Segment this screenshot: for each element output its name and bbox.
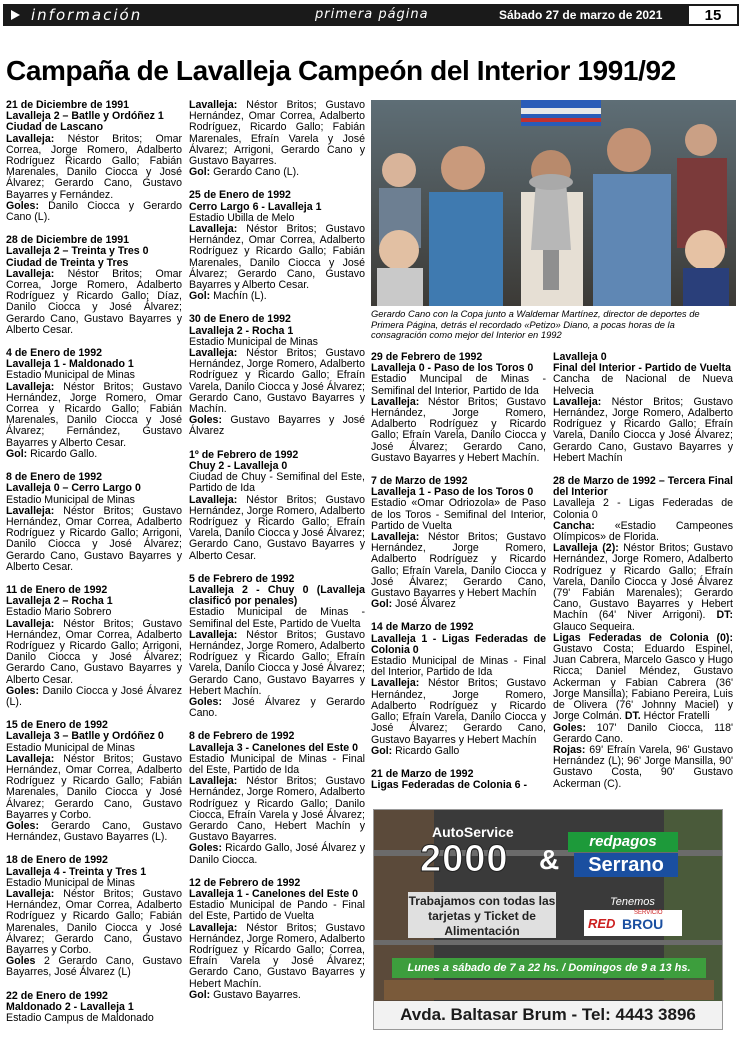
goals-label: Goles:: [189, 695, 222, 708]
match-date: 11 de Enero de 1992: [6, 583, 108, 596]
match-venue: Estadio Municipal de Minas - Final del Este, Partido de Ida: [189, 752, 365, 776]
photo-illustration: [371, 100, 736, 306]
lineup-text: Néstor Britos; Gustavo Hernández, Omar Correa, Adalberto Rodríguez y Ricardo Gallo; Fabián Marenales, Danilo Ciocca y José Álvarez; Gerardo Cano, Gustavo Bayarres y Alberto Cesar.: [189, 223, 365, 292]
match-result: Lavalleja 1 - Paso de los Toros 0: [371, 486, 534, 499]
final-dt1-label: DT:: [716, 609, 734, 622]
match-venue: Lavalleja 2 - Ligas Federadas de Colonia 0: [553, 497, 733, 521]
ad-brand-number: 2000: [420, 838, 509, 880]
publication-name: primera página: [315, 7, 429, 22]
lineup-label: Lavalleja:: [189, 775, 238, 788]
goals-text: José Álvarez: [392, 598, 456, 611]
ad-ampersand: &: [539, 844, 560, 875]
final-dt2-label: DT.: [624, 710, 641, 723]
ad-brand-autoservice: AutoService: [432, 824, 514, 840]
match-entry: [6, 855, 182, 978]
match-goals: [189, 167, 365, 178]
ad-opening-hours: Lunes a sábado de 7 a 22 hs. / Domingos de 9 a 13 hs.: [392, 958, 706, 978]
lineup-text: Néstor Britos; Gustavo Hernández, Jorge Romero, Adalberto Rodríguez y Ricardo Gallo; Efraín Varela, Danilo Ciocca y José Álvarez; Gerardo Cano, Gustavo Bayarres y Alberto Cesar.: [189, 493, 365, 562]
match-entry: [553, 476, 733, 543]
column-2: [189, 100, 365, 1013]
lineup-label: Lavalleja:: [189, 493, 238, 506]
match-lineup: [6, 619, 182, 686]
match-venue: Estadio «Omar Odriozola» de Paso de los Toros - Semifinal del Interior, Partido de Vuelta: [371, 497, 546, 532]
page-header: [3, 4, 739, 26]
goals-text: Ricardo Gallo: [392, 744, 460, 757]
goals-label: Goles:: [189, 842, 222, 855]
lineup-text: Néstor Britos; Gustavo Hernández, Jorge Romero, Adalberto Rodríguez y Ricardo Gallo; Efraín Varela, Danilo Ciocca y José Álvarez; Gerardo Cano, Gustavo Bayarres y Hebert Machín: [553, 395, 733, 464]
match-entry: [189, 100, 365, 178]
goals-label: Gol:: [371, 744, 393, 757]
goals-label: Goles:: [6, 819, 39, 832]
goals-label: Gol:: [6, 447, 28, 460]
match-lineup: [6, 889, 182, 956]
match-entry: [371, 622, 546, 756]
lineup-text: Néstor Britos; Omar Correa, Jorge Romero, Adalberto Rodríguez y Ricardo Gallo; Díaz, Danilo Ciocca y José Álvarez; Gerardo Cano, Gustavo Bayarres y Alberto Cesar.: [6, 267, 182, 336]
goals-text: Ricardo Gallo.: [27, 447, 98, 460]
lineup-label: Lavalleja:: [189, 921, 238, 934]
lineup-text: Néstor Britos; Gustavo Hernández, Omar Correa, Adalberto Rodríguez, Ricardo Gallo; Fabián Marenales, Efraín Varela y José Álvarez; Arrigoni, Gerardo Cano y Gustavo Bayarres.: [189, 99, 365, 168]
match-lineup: [189, 630, 365, 697]
match-entry: [189, 574, 365, 720]
match-result: Cerro Largo 6 - Lavalleja 1: [189, 200, 322, 213]
match-lineup: [553, 521, 733, 543]
lineup-label: Lavalleja:: [6, 132, 55, 145]
lineup-text: Néstor Britos; Gustavo Hernández, Jorge Romero, Adalberto Rodríguez y Ricardo Gallo; Efraín Varela, Danilo Ciocca y José Álvarez; Gerardo Cano, Gustavo Bayarres y Machín.: [189, 347, 365, 416]
lineup-label: Lavalleja:: [189, 628, 238, 641]
match-lineup: [189, 495, 365, 562]
match-round: Final del Interior - Partido de Vuelta: [553, 362, 731, 375]
lineup-text: Néstor Britos; Gustavo Hernández, Jorge Romero, Adalberto Rodríguez y Ricardo Gallo; Efraín Varela, Danilo Ciocca y José Álvarez; Gerardo Cano, Gustavo Bayarres y Hebert Machín: [371, 677, 546, 746]
match-entry: [6, 235, 182, 336]
match-venue: Cancha de Nacional de Nueva Helvecia: [553, 373, 733, 397]
match-entry: [189, 314, 365, 437]
match-lineup: [6, 269, 182, 336]
match-venue: Estadio Municipal de Minas - Semifinal del Este, Partido de Vuelta: [189, 606, 365, 630]
goals-text: Gerardo Cano, Gustavo Hernández, Gustavo Bayarres (L).: [6, 819, 182, 844]
lineup-label: Cancha:: [553, 519, 595, 532]
match-round: Ciudad de Lascano: [6, 121, 104, 134]
column-4: [553, 352, 733, 790]
lineup-label: Lavalleja:: [6, 267, 55, 280]
match-goals: [6, 686, 182, 708]
match-result: Lavalleja 2 – Treinta y Tres 0: [6, 245, 149, 258]
goals-label: Gol:: [189, 988, 211, 1001]
match-lineup: [6, 506, 182, 573]
final-goals-label: Goles:: [553, 721, 586, 734]
lineup-text: Néstor Britos; Gustavo Hernández, Omar Correa, Adalberto Rodríguez y Ricardo Gallo; Fabián Marenales, Danilo Ciocca y José Álvarez; Gerardo Cano, Gustavo Bayarres y Corbo.: [6, 888, 182, 957]
lineup-text: Néstor Britos; Gustavo Hernández, Omar Correa, Adalberto Rodríguez y Ricardo Gallo; Arrigoni, Danilo Ciocca y José Álvarez; Gerardo Cano, Gustavo Bayarres y Alberto Cesar.: [6, 617, 182, 686]
match-goals: [6, 956, 182, 978]
goals-label: Goles:: [189, 414, 222, 427]
match-venue: Estadio Ubilla de Melo: [189, 211, 295, 224]
match-date: 1º de Febrero de 1992: [189, 448, 299, 461]
match-lineup: [189, 923, 365, 990]
match-date: 12 de Febrero de 1992: [189, 876, 301, 889]
section-name: información: [31, 6, 143, 24]
column-3: [371, 352, 546, 803]
ad-serrano-label: Serrano: [574, 853, 678, 877]
match-venue: Estadio Muncipal de Minas - Semifinal del Interior, Partido de Ida: [371, 373, 546, 397]
lineup-label: Lavalleja:: [371, 395, 420, 408]
goals-text: Danilo Ciocca y José Álvarez (L).: [6, 684, 182, 708]
match-venue: Estadio Mario Sobrero: [6, 606, 112, 619]
match-result: Lavalleja 2 - Chuy 0 (Lavalleja clasificó por penales): [189, 583, 365, 608]
lineup-label: Lavalleja:: [6, 617, 55, 630]
goals-label: Gol:: [189, 166, 211, 179]
ad-brou-service: SERVICIO: [634, 910, 663, 916]
match-goals: [189, 843, 365, 865]
match-result: Lavalleja 4 - Treinta y Tres 1: [6, 865, 147, 878]
match-lineup: [6, 382, 182, 449]
lineup-label: Lavalleja:: [6, 888, 55, 900]
final-lavalleja-lineup: [553, 543, 733, 633]
match-result: Lavalleja 0 – Cerro Largo 0: [6, 482, 141, 495]
goals-label: Gol:: [371, 598, 393, 611]
final-dt2-text: Héctor Fratelli: [640, 710, 710, 723]
final-goals-text: 107' Danilo Ciocca, 118' Gerardo Cano.: [553, 721, 733, 745]
match-goals: [6, 821, 182, 843]
match-goals: [189, 291, 365, 302]
column-1: [6, 100, 182, 1036]
lineup-label: Lavalleja:: [6, 504, 55, 517]
match-venue: Ciudad de Chuy - Semifinal del Este, Partido de Ida: [189, 471, 365, 495]
match-venue: Estadio Municipal de Minas: [6, 493, 135, 506]
final-red-cards: [553, 745, 733, 790]
match-goals: [189, 990, 365, 1001]
ad-address-phone: Avda. Baltasar Brum - Tel: 4443 3896: [374, 1001, 722, 1029]
match-date: 21 de Marzo de 1992: [371, 767, 474, 780]
final-colonia-lineup-text: Gustavo Costa; Eduardo Espinel, Juan Cabrera, Marcelo Gasco y Hugo Ricca; Daniel Méndez, Gustavo Ackerman y Fabian Cabrera (36' Jorge Mansilla); Fabiano Pereira, Luis de Olivera (76' Johnny Maciel) y Jorge Colmán.: [553, 643, 733, 723]
goals-text: Gustavo Bayarres y José Álvarez: [189, 414, 365, 438]
match-goals: [371, 746, 546, 757]
goals-text: Gerardo Cano (L).: [210, 166, 300, 179]
lineup-text: Néstor Britos; Gustavo Hernández, Jorge Romero, Adalberto Rodríguez y Ricardo Gallo; Danilo Ciocca, Efraín Varela y José Álvarez; Gerardo Cano, Hebert Machín y Gustavo Bayarres.: [189, 775, 365, 844]
match-lineup: [189, 224, 365, 291]
match-entry: [371, 769, 546, 791]
lineup-label: Lavalleja:: [553, 395, 602, 408]
final-match-details: [553, 543, 733, 789]
final-lavalleja-lineup-text: Néstor Britos; Gustavo Hernández, Jorge Romero, Adalberto Rodríguez y Ricardo Gallo; Efraín Varela, Danilo Ciocca y José Álvarez (79' Fabián Marenales); Gerardo Cano, Gustavo Bayarres y Hebert Machín (64' Niver Arrigoni).: [553, 542, 733, 622]
lineup-label: Lavalleja:: [371, 677, 420, 690]
match-venue: Estadio Municipal de Minas - Final del Interior, Partido de Ida: [371, 655, 546, 679]
issue-date: Sábado 27 de marzo de 2021: [499, 8, 663, 22]
match-date: 30 de Enero de 1992: [189, 313, 291, 326]
match-result: Lavalleja 3 – Batlle y Ordóñez 0: [6, 730, 164, 743]
match-entry: [189, 190, 365, 302]
match-round: Ciudad de Treinta y Tres: [6, 256, 129, 269]
match-entry: [6, 348, 182, 460]
goals-text: José Álvarez y Gerardo Cano.: [189, 695, 365, 720]
lineup-text: Néstor Britos; Omar Correa, Jorge Romero, Adalberto Rodríguez Ricardo Gallo; Fabián Marenales, Danilo Ciocca y José Álvarez; Gerardo Cano, Gustavo Bayarres y Fernández.: [6, 132, 182, 201]
ad-brou-red: RED: [588, 916, 616, 931]
ad-redpagos-logo: redpagos: [568, 832, 678, 852]
match-venue: Estadio Municipal de Minas: [6, 876, 135, 889]
match-entry: [189, 731, 365, 865]
match-lineup: [6, 134, 182, 201]
match-result: Lavalleja 3 - Canelones del Este 0: [189, 741, 358, 754]
goals-text: Ricardo Gallo, José Álvarez y Danilo Ciocca.: [189, 842, 365, 866]
match-date: 8 de Enero de 1992: [6, 471, 102, 484]
match-goals: [6, 201, 182, 223]
match-lineup: [189, 348, 365, 415]
lineup-label: Lavalleja:: [189, 99, 238, 111]
goals-text: 2 Gerardo Cano, Gustavo Bayarres, José Álvarez (L): [6, 955, 182, 979]
match-venue: Estadio Municipal de Minas: [6, 369, 135, 382]
match-date: 28 de Marzo de 1992 – Tercera Final del Interior: [553, 475, 733, 499]
goals-label: Goles:: [6, 684, 39, 697]
match-goals: [6, 449, 182, 460]
match-date: 25 de Enero de 1992: [189, 189, 291, 202]
lineup-label: Lavalleja:: [189, 223, 238, 236]
lineup-text: Néstor Britos; Gustavo Hernández, Jorge Romero, Adalberto Rodríguez y Ricardo Gallo; Efraín Varela, Danilo Ciocca y José Álvarez; Gerardo Cano, Gustavo Bayarres y Hebert Machín.: [371, 395, 546, 464]
goals-label: Gol:: [189, 290, 211, 303]
match-entry: [6, 720, 182, 843]
match-date: 15 de Enero de 1992: [6, 719, 108, 732]
match-date: 21 de Diciembre de 1991: [6, 99, 130, 111]
page-number: 15: [687, 4, 739, 26]
match-goals: [189, 415, 365, 437]
match-date: 4 de Enero de 1992: [6, 347, 102, 360]
match-result: Ligas Federadas de Colonia 6 -: [371, 779, 528, 792]
match-entry: [371, 476, 546, 610]
goals-text: Gustavo Bayarres.: [210, 988, 301, 1001]
match-date: 28 de Diciembre de 1991: [6, 234, 130, 247]
final-dt1-text: Glauco Sequeira.: [553, 620, 635, 633]
match-date: 7 de Marzo de 1992: [371, 475, 468, 488]
match-venue: Estadio Municipal de Minas: [189, 335, 318, 348]
match-entry: [553, 352, 733, 464]
match-lineup: [371, 532, 546, 599]
ad-brou-name: BROU: [622, 916, 664, 932]
final-colonia-lineup-label: Ligas Federadas de Colonia (0):: [553, 631, 733, 644]
match-entry: [189, 450, 365, 562]
article-title: Campaña de Lavalleja Campeón del Interior 1991/92: [6, 55, 676, 86]
match-goals: [189, 697, 365, 719]
ad-promo-text: Trabajamos con todas las tarjetas y Ticket de Alimentación: [408, 894, 556, 938]
match-lineup: [553, 397, 733, 464]
lineup-text: «Estadio Campeones Olímpicos» de Florida.: [553, 519, 733, 544]
match-result: Lavalleja 0: [553, 351, 607, 363]
match-venue: Estadio Municipal de Pando - Final del Este, Partido de Vuelta: [189, 899, 365, 923]
match-entry: [6, 585, 182, 708]
advertisement[interactable]: [373, 809, 723, 1030]
match-lineup: [371, 397, 546, 464]
final-red-cards-label: Rojas:: [553, 743, 586, 756]
match-result: Lavalleja 2 – Rocha 1: [6, 595, 113, 608]
match-result: Lavalleja 2 – Batlle y Ordóñez 1: [6, 110, 164, 123]
lineup-text: Néstor Britos; Gustavo Hernández, Jorge Romero, Adalberto Rodríguez y Ricardo Gallo; Efraín Varela, Danilo Ciocca y José Álvarez; Gerardo Cano, Gustavo Bayarres y Hebert Machín.: [189, 628, 365, 697]
lineup-text: Néstor Britos; Gustavo Hernández, Omar Correa, Adalberto Rodríguez y Ricardo Gallo; Arrigoni, Danilo Ciocca y José Álvarez; Gerardo Cano, Gustavo Bayarres y Alberto Cesar.: [6, 504, 182, 573]
goals-label: Goles: [6, 955, 36, 968]
lineup-label: Lavalleja:: [189, 347, 238, 360]
ad-tenemos-label: Tenemos: [610, 896, 655, 908]
final-lavalleja-lineup-label: Lavalleja (2):: [553, 542, 619, 555]
goals-text: Machín (L).: [210, 290, 267, 303]
match-goals: [371, 599, 546, 610]
lineup-text: Néstor Britos; Gustavo Hernández, Jorge Romero, Omar Correa y Ricardo Gallo; Fabián Marenales, Danilo Ciocca y José Álvarez; Fernández, Gustavo Bayarres y Alberto Cesar.: [6, 380, 182, 449]
team-photo: [371, 100, 736, 306]
match-date: 29 de Febrero de 1992: [371, 351, 483, 363]
match-entry: [6, 472, 182, 573]
match-result: Lavalleja 1 - Canelones del Este 0: [189, 888, 358, 900]
section-arrow-icon: [11, 10, 20, 20]
match-lineup: [189, 100, 365, 167]
match-date: 5 de Febrero de 1992: [189, 572, 295, 585]
match-lineup: [189, 776, 365, 843]
match-result: Chuy 2 - Lavalleja 0: [189, 459, 288, 472]
match-entry: [371, 352, 546, 464]
lineup-label: Lavalleja:: [371, 531, 420, 544]
match-venue: Estadio Municipal de Minas: [6, 741, 135, 754]
lineup-label: Lavalleja:: [6, 752, 55, 765]
match-entry: [6, 991, 182, 1025]
match-date: 14 de Marzo de 1992: [371, 621, 474, 634]
lineup-text: Néstor Britos; Gustavo Hernández, Jorge Romero, Adalberto Rodríguez y Ricardo Gallo; Correa, Efraín Varela y José Álvarez; Gerardo Cano, Gustavo Bayarres y Hebert Machín.: [189, 921, 365, 990]
photo-caption: Gerardo Cano con la Copa junto a Waldemar Martínez, director de deportes de Primera Página, detrás el recordado «Petizo» Diano, a pocas horas de la consagración como mejor del Interior en 1992: [371, 308, 700, 341]
match-entry: [189, 878, 365, 1001]
final-red-cards-text: 69' Efraín Varela, 96' Gustavo Hernández (L); 96' Jorge Mansilla, 90' Gustavo Costa, 90' Gustavo Ackerman (C).: [553, 743, 733, 790]
match-lineup: [371, 678, 546, 745]
ad-redbrou-logo: [584, 910, 682, 936]
final-goals: [553, 723, 733, 745]
match-date: 8 de Febrero de 1992: [189, 730, 295, 743]
lineup-label: Lavalleja:: [6, 380, 55, 393]
goals-text: Danilo Ciocca y Gerardo Cano (L).: [6, 199, 182, 224]
match-result: Lavalleja 2 - Rocha 1: [189, 324, 294, 337]
match-date: 22 de Enero de 1992: [6, 989, 108, 1002]
match-result: Lavalleja 1 - Maldonado 1: [6, 358, 134, 371]
match-lineup: [6, 754, 182, 821]
final-colonia-lineup: [553, 633, 733, 723]
goals-label: Goles:: [6, 199, 39, 212]
match-result: Lavalleja 0 - Paso de los Toros 0: [371, 362, 534, 375]
match-result: Maldonado 2 - Lavalleja 1: [6, 1000, 134, 1013]
match-venue: Estadio Campus de Maldonado: [6, 1012, 154, 1025]
match-entry: [6, 100, 182, 223]
lineup-text: Néstor Britos; Gustavo Hernández, Jorge Romero, Adalberto Rodríguez y Ricardo Gallo; Efraín Varela, Danilo Ciocca y José Álvarez; Gerardo Cano, Gustavo Bayarres y Hebert Machín: [371, 531, 546, 600]
lineup-text: Néstor Britos; Gustavo Hernández, Omar Correa, Adalberto Rodríguez y Ricardo Gallo; Fabián Marenales, Danilo Ciocca y José Álvarez; Gerardo Cano, Gustavo Bayarres y Corbo.: [6, 752, 182, 821]
match-date: 18 de Enero de 1992: [6, 854, 108, 867]
match-result: Lavalleja 1 - Ligas Federadas de Colonia 0: [371, 632, 546, 656]
